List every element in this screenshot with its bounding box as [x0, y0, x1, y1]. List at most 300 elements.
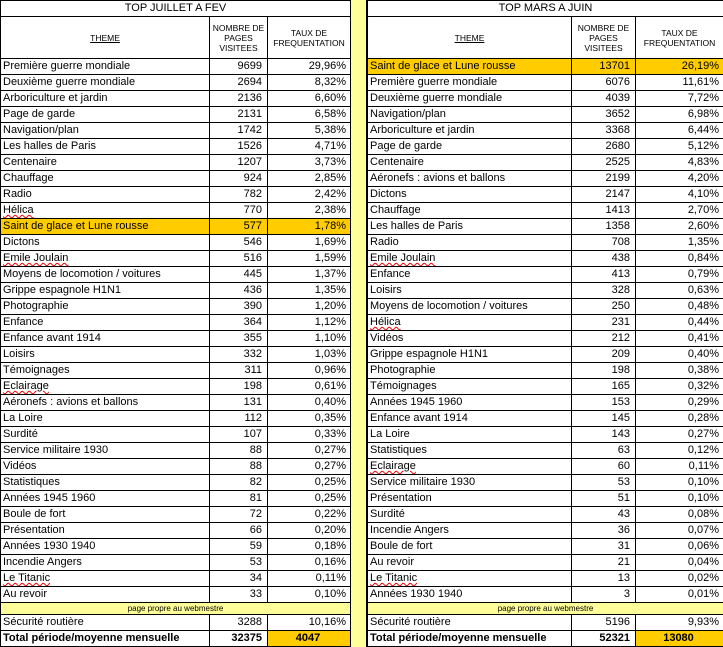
- table-row: [1, 155, 351, 171]
- pages-cell: 13: [572, 571, 636, 587]
- table-row: [1, 283, 351, 299]
- theme-cell: [1, 251, 210, 267]
- theme-cell: Années 1930 1940: [368, 587, 572, 603]
- theme-cell: Années 1945 1960: [368, 395, 572, 411]
- table-row: [368, 251, 723, 267]
- column-separator: [350, 0, 367, 647]
- pages-cell: 1358: [572, 219, 636, 235]
- theme-cell: [1, 379, 210, 395]
- rate-cell: 7,72%: [636, 91, 723, 107]
- header-theme: THEME: [368, 17, 572, 59]
- pages-cell: 2199: [572, 171, 636, 187]
- theme-cell: Sécurité routière: [1, 615, 210, 631]
- pages-cell: 209: [572, 347, 636, 363]
- rate-cell: 0,79%: [636, 267, 723, 283]
- rate-cell: 1,03%: [268, 347, 351, 363]
- rate-cell: 4,20%: [636, 171, 723, 187]
- table-row: [368, 155, 723, 171]
- webmaster-note-row: [1, 603, 351, 615]
- rate-cell: 2,70%: [636, 203, 723, 219]
- table-row: [368, 363, 723, 379]
- pages-cell: 332: [210, 347, 268, 363]
- pages-cell: 88: [210, 459, 268, 475]
- table-row: [368, 507, 723, 523]
- pages-cell: 516: [210, 251, 268, 267]
- pages-cell: 72: [210, 507, 268, 523]
- theme-cell: Deuxième guerre mondiale: [1, 75, 210, 91]
- theme-cell: Service militaire 1930: [1, 443, 210, 459]
- rate-cell: 13080: [636, 631, 723, 647]
- pages-cell: 153: [572, 395, 636, 411]
- table-row: [1, 235, 351, 251]
- table-row: [1, 251, 351, 267]
- table-row: [368, 587, 723, 603]
- table-row: [368, 555, 723, 571]
- table-row: [368, 459, 723, 475]
- rate-cell: 0,44%: [636, 315, 723, 331]
- theme-cell: Présentation: [368, 491, 572, 507]
- theme-cell: Navigation/plan: [368, 107, 572, 123]
- rate-cell: 4,10%: [636, 187, 723, 203]
- rate-cell: 1,35%: [636, 235, 723, 251]
- pages-cell: 34: [210, 571, 268, 587]
- rate-cell: 0,35%: [268, 411, 351, 427]
- table-row: [368, 475, 723, 491]
- rate-cell: 0,63%: [636, 283, 723, 299]
- theme-cell: Au revoir: [368, 555, 572, 571]
- rate-cell: 0,27%: [636, 427, 723, 443]
- rate-cell: 2,60%: [636, 219, 723, 235]
- pages-cell: 107: [210, 427, 268, 443]
- theme-cell: Loisirs: [368, 283, 572, 299]
- theme-cell: [368, 251, 572, 267]
- pages-cell: 924: [210, 171, 268, 187]
- pages-cell: 33: [210, 587, 268, 603]
- rate-cell: 0,16%: [268, 555, 351, 571]
- table-row: [368, 427, 723, 443]
- theme-cell: Navigation/plan: [1, 123, 210, 139]
- pages-cell: 1207: [210, 155, 268, 171]
- securite-routiere-row: [1, 615, 351, 631]
- theme-cell: Témoignages: [368, 379, 572, 395]
- rate-cell: 0,27%: [268, 443, 351, 459]
- rate-cell: 0,48%: [636, 299, 723, 315]
- pages-cell: 2131: [210, 107, 268, 123]
- pages-cell: 143: [572, 427, 636, 443]
- rate-cell: 0,11%: [636, 459, 723, 475]
- pages-cell: 1742: [210, 123, 268, 139]
- spellcheck-text: Emile Joulain: [370, 252, 436, 264]
- table-row: [368, 139, 723, 155]
- header-rate: TAUX DE FREQUENTATION: [268, 17, 351, 59]
- rate-cell: 0,07%: [636, 523, 723, 539]
- header-pages: NOMBRE DE PAGES VISITEES: [572, 17, 636, 59]
- table-row: [1, 347, 351, 363]
- rate-cell: 0,10%: [268, 587, 351, 603]
- table-row: [1, 139, 351, 155]
- theme-cell: Deuxième guerre mondiale: [368, 91, 572, 107]
- header-theme: THEME: [1, 17, 210, 59]
- table-row: [368, 523, 723, 539]
- table-row: [1, 507, 351, 523]
- theme-cell: Saint de glace et Lune rousse: [1, 219, 210, 235]
- pages-cell: 53: [572, 475, 636, 491]
- rate-cell: 0,01%: [636, 587, 723, 603]
- rate-cell: 0,12%: [636, 443, 723, 459]
- pages-cell: 5196: [572, 615, 636, 631]
- theme-cell: Enfance avant 1914: [1, 331, 210, 347]
- pages-cell: 546: [210, 235, 268, 251]
- pages-cell: 6076: [572, 75, 636, 91]
- panel-mars-juin: [367, 0, 723, 647]
- theme-cell: Page de garde: [1, 107, 210, 123]
- rate-cell: 0,10%: [636, 475, 723, 491]
- rate-cell: 0,41%: [636, 331, 723, 347]
- table-row: [1, 331, 351, 347]
- table-body: [368, 1, 723, 647]
- theme-cell: Chauffage: [1, 171, 210, 187]
- theme-cell: Grippe espagnole H1N1: [368, 347, 572, 363]
- pages-cell: 3288: [210, 615, 268, 631]
- theme-cell: Enfance: [368, 267, 572, 283]
- rate-cell: 0,28%: [636, 411, 723, 427]
- theme-cell: [368, 459, 572, 475]
- pages-cell: 51: [572, 491, 636, 507]
- table-row: [1, 491, 351, 507]
- theme-cell: Statistiques: [368, 443, 572, 459]
- theme-cell: Dictons: [368, 187, 572, 203]
- rate-cell: 26,19%: [636, 59, 723, 75]
- table-row: [1, 107, 351, 123]
- pages-cell: 63: [572, 443, 636, 459]
- table-row: [368, 379, 723, 395]
- pages-cell: 112: [210, 411, 268, 427]
- rate-cell: 0,40%: [268, 395, 351, 411]
- table-row: [368, 107, 723, 123]
- rate-cell: 3,73%: [268, 155, 351, 171]
- stats-table: [367, 0, 723, 647]
- pages-cell: 250: [572, 299, 636, 315]
- table-row: [368, 123, 723, 139]
- table-row: [1, 315, 351, 331]
- rate-cell: 0,18%: [268, 539, 351, 555]
- pages-cell: 81: [210, 491, 268, 507]
- header-rate: TAUX DE FREQUENTATION: [636, 17, 723, 59]
- table-row: [368, 539, 723, 555]
- table-row: [368, 59, 723, 75]
- theme-cell: La Loire: [1, 411, 210, 427]
- rate-cell: 1,20%: [268, 299, 351, 315]
- webmaster-note: page propre au webmestre: [1, 603, 351, 615]
- pages-cell: 52321: [572, 631, 636, 647]
- total-row: [368, 631, 723, 647]
- theme-cell: Vidéos: [368, 331, 572, 347]
- spellcheck-text: Hélica: [3, 204, 34, 216]
- table-row: [1, 427, 351, 443]
- table-row: [368, 299, 723, 315]
- theme-cell: Incendie Angers: [1, 555, 210, 571]
- pages-cell: 60: [572, 459, 636, 475]
- table-row: [368, 283, 723, 299]
- table-row: [368, 219, 723, 235]
- rate-cell: 10,16%: [268, 615, 351, 631]
- table-row: [368, 91, 723, 107]
- table-row: [1, 395, 351, 411]
- spellcheck-text: Eclairage: [370, 460, 416, 472]
- pages-cell: 2525: [572, 155, 636, 171]
- rate-cell: 0,11%: [268, 571, 351, 587]
- table-body: [1, 1, 351, 647]
- rate-cell: 0,27%: [268, 459, 351, 475]
- table-title: TOP MARS A JUIN: [368, 1, 723, 17]
- pages-cell: 82: [210, 475, 268, 491]
- table-row: [368, 203, 723, 219]
- panel-juillet-fev: [0, 0, 350, 647]
- rate-cell: 0,08%: [636, 507, 723, 523]
- rate-cell: 29,96%: [268, 59, 351, 75]
- theme-cell: Première guerre mondiale: [1, 59, 210, 75]
- pages-cell: 53: [210, 555, 268, 571]
- pages-cell: 1413: [572, 203, 636, 219]
- pages-cell: 9699: [210, 59, 268, 75]
- table-row: [1, 219, 351, 235]
- table-row: [1, 539, 351, 555]
- table-row: [1, 123, 351, 139]
- table-row: [368, 347, 723, 363]
- theme-cell: Photographie: [368, 363, 572, 379]
- rate-cell: 0,04%: [636, 555, 723, 571]
- rate-cell: 1,37%: [268, 267, 351, 283]
- pages-cell: 328: [572, 283, 636, 299]
- pages-cell: 32375: [210, 631, 268, 647]
- table-row: [1, 459, 351, 475]
- table-row: [368, 171, 723, 187]
- rate-cell: 6,60%: [268, 91, 351, 107]
- theme-cell: [368, 571, 572, 587]
- theme-cell: Années 1930 1940: [1, 539, 210, 555]
- theme-cell: Enfance: [1, 315, 210, 331]
- theme-cell: Centenaire: [368, 155, 572, 171]
- theme-cell: [1, 571, 210, 587]
- theme-cell: Boule de fort: [1, 507, 210, 523]
- theme-cell: Témoignages: [1, 363, 210, 379]
- rate-cell: 0,29%: [636, 395, 723, 411]
- rate-cell: 2,42%: [268, 187, 351, 203]
- spellcheck-text: Hélica: [370, 316, 401, 328]
- table-row: [1, 75, 351, 91]
- pages-cell: 438: [572, 251, 636, 267]
- rate-cell: 1,69%: [268, 235, 351, 251]
- table-row: [1, 379, 351, 395]
- theme-cell: Total période/moyenne mensuelle: [368, 631, 572, 647]
- rate-cell: 0,32%: [636, 379, 723, 395]
- pages-cell: 231: [572, 315, 636, 331]
- webmaster-note-row: [368, 603, 723, 615]
- pages-cell: 13701: [572, 59, 636, 75]
- pages-cell: 355: [210, 331, 268, 347]
- pages-cell: 66: [210, 523, 268, 539]
- theme-cell: Photographie: [1, 299, 210, 315]
- theme-cell: Chauffage: [368, 203, 572, 219]
- pages-cell: 577: [210, 219, 268, 235]
- table-row: [1, 443, 351, 459]
- theme-cell: [1, 203, 210, 219]
- theme-cell: Moyens de locomotion / voitures: [1, 267, 210, 283]
- rate-cell: 0,38%: [636, 363, 723, 379]
- rate-cell: 9,93%: [636, 615, 723, 631]
- pages-cell: 1526: [210, 139, 268, 155]
- pages-cell: 2147: [572, 187, 636, 203]
- rate-cell: 0,33%: [268, 427, 351, 443]
- pages-cell: 59: [210, 539, 268, 555]
- spellcheck-text: Le Titanic: [3, 572, 51, 584]
- theme-cell: Arboriculture et jardin: [368, 123, 572, 139]
- theme-cell: Présentation: [1, 523, 210, 539]
- theme-cell: Total période/moyenne mensuelle: [1, 631, 210, 647]
- theme-cell: Première guerre mondiale: [368, 75, 572, 91]
- total-row: [1, 631, 351, 647]
- rate-cell: 0,61%: [268, 379, 351, 395]
- rate-cell: 2,85%: [268, 171, 351, 187]
- table-row: [1, 523, 351, 539]
- rate-cell: 0,25%: [268, 491, 351, 507]
- table-row: [368, 571, 723, 587]
- rate-cell: 0,10%: [636, 491, 723, 507]
- pages-cell: 311: [210, 363, 268, 379]
- theme-cell: Incendie Angers: [368, 523, 572, 539]
- table-row: [1, 555, 351, 571]
- rate-cell: 4047: [268, 631, 351, 647]
- theme-cell: Loisirs: [1, 347, 210, 363]
- theme-cell: Arboriculture et jardin: [1, 91, 210, 107]
- pages-cell: 198: [210, 379, 268, 395]
- rate-cell: 11,61%: [636, 75, 723, 91]
- rate-cell: 5,12%: [636, 139, 723, 155]
- pages-cell: 145: [572, 411, 636, 427]
- rate-cell: 1,10%: [268, 331, 351, 347]
- rate-cell: 0,22%: [268, 507, 351, 523]
- rate-cell: 1,35%: [268, 283, 351, 299]
- table-row: [368, 187, 723, 203]
- pages-cell: 4039: [572, 91, 636, 107]
- rate-cell: 0,40%: [636, 347, 723, 363]
- pages-cell: 445: [210, 267, 268, 283]
- rate-cell: 1,59%: [268, 251, 351, 267]
- pages-cell: 198: [572, 363, 636, 379]
- theme-cell: Enfance avant 1914: [368, 411, 572, 427]
- rate-cell: 6,44%: [636, 123, 723, 139]
- rate-cell: 0,02%: [636, 571, 723, 587]
- theme-cell: Vidéos: [1, 459, 210, 475]
- pages-cell: 2680: [572, 139, 636, 155]
- table-row: [368, 411, 723, 427]
- table-row: [368, 491, 723, 507]
- table-row: [1, 411, 351, 427]
- pages-cell: 708: [572, 235, 636, 251]
- table-row: [368, 235, 723, 251]
- theme-cell: Centenaire: [1, 155, 210, 171]
- theme-cell: Radio: [368, 235, 572, 251]
- rate-cell: 0,96%: [268, 363, 351, 379]
- theme-cell: Les halles de Paris: [1, 139, 210, 155]
- spellcheck-text: Eclairage: [3, 380, 49, 392]
- theme-cell: Au revoir: [1, 587, 210, 603]
- pages-cell: 88: [210, 443, 268, 459]
- pages-cell: 212: [572, 331, 636, 347]
- table-row: [368, 395, 723, 411]
- table-row: [1, 171, 351, 187]
- table-row: [1, 299, 351, 315]
- table-row: [368, 267, 723, 283]
- theme-cell: Service militaire 1930: [368, 475, 572, 491]
- theme-cell: Boule de fort: [368, 539, 572, 555]
- theme-cell: Surdité: [1, 427, 210, 443]
- table-row: [1, 363, 351, 379]
- theme-cell: Surdité: [368, 507, 572, 523]
- pages-cell: 390: [210, 299, 268, 315]
- theme-cell: Dictons: [1, 235, 210, 251]
- pages-cell: 21: [572, 555, 636, 571]
- theme-cell: Statistiques: [1, 475, 210, 491]
- rate-cell: 4,71%: [268, 139, 351, 155]
- rate-cell: 4,83%: [636, 155, 723, 171]
- pages-cell: 131: [210, 395, 268, 411]
- pages-cell: 782: [210, 187, 268, 203]
- rate-cell: 1,12%: [268, 315, 351, 331]
- table-row: [1, 571, 351, 587]
- table-row: [368, 331, 723, 347]
- pages-cell: 436: [210, 283, 268, 299]
- theme-cell: La Loire: [368, 427, 572, 443]
- pages-cell: 36: [572, 523, 636, 539]
- pages-cell: 2694: [210, 75, 268, 91]
- spellcheck-text: Le Titanic: [370, 572, 418, 584]
- table-row: [1, 59, 351, 75]
- theme-cell: Page de garde: [368, 139, 572, 155]
- rate-cell: 0,84%: [636, 251, 723, 267]
- pages-cell: 3652: [572, 107, 636, 123]
- table-row: [368, 315, 723, 331]
- rate-cell: 6,98%: [636, 107, 723, 123]
- pages-cell: 413: [572, 267, 636, 283]
- rate-cell: 8,32%: [268, 75, 351, 91]
- pages-cell: 3: [572, 587, 636, 603]
- pages-cell: 770: [210, 203, 268, 219]
- theme-cell: Saint de glace et Lune rousse: [368, 59, 572, 75]
- table-row: [1, 587, 351, 603]
- pages-cell: 31: [572, 539, 636, 555]
- theme-cell: Les halles de Paris: [368, 219, 572, 235]
- rate-cell: 0,06%: [636, 539, 723, 555]
- pages-cell: 165: [572, 379, 636, 395]
- table-row: [1, 91, 351, 107]
- table-row: [1, 187, 351, 203]
- theme-cell: Radio: [1, 187, 210, 203]
- rate-cell: 1,78%: [268, 219, 351, 235]
- table-title: TOP JUILLET A FEV: [1, 1, 351, 17]
- theme-cell: Moyens de locomotion / voitures: [368, 299, 572, 315]
- theme-cell: Aéronefs : avions et ballons: [1, 395, 210, 411]
- table-row: [1, 203, 351, 219]
- table-row: [1, 267, 351, 283]
- rate-cell: 0,25%: [268, 475, 351, 491]
- theme-cell: [368, 315, 572, 331]
- header-pages: NOMBRE DE PAGES VISITEES: [210, 17, 268, 59]
- rate-cell: 2,38%: [268, 203, 351, 219]
- rate-cell: 0,20%: [268, 523, 351, 539]
- rate-cell: 6,58%: [268, 107, 351, 123]
- stats-table: [0, 0, 351, 647]
